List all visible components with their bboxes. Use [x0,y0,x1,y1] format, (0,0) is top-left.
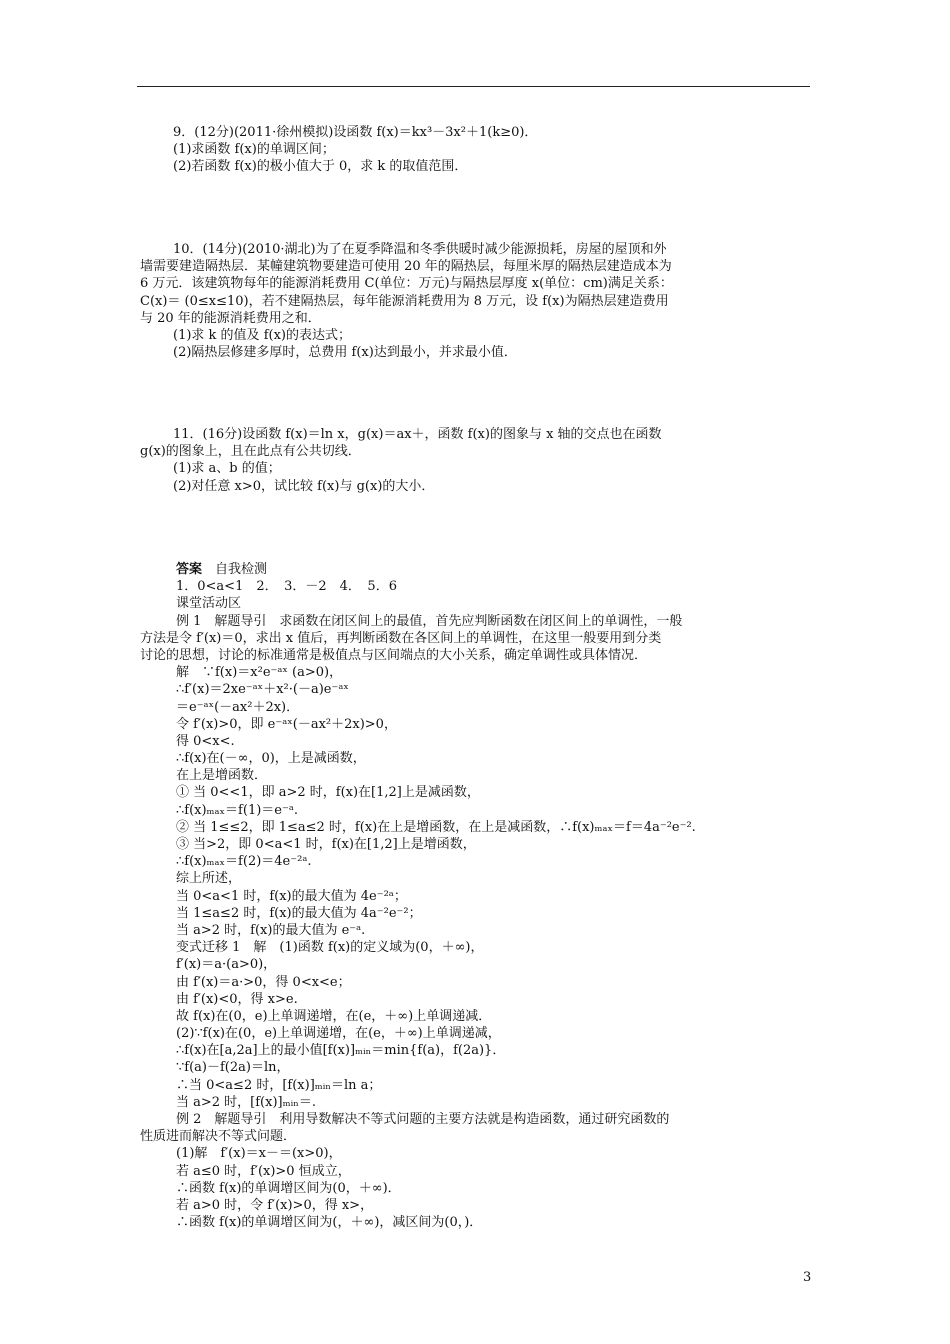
answer-line: ＝e⁻ᵃˣ(－ax²＋2x)． [176,699,300,715]
q9-line: (2)若函数 f(x)的极小值大于 0，求 k 的取值范围． [173,159,468,175]
answer-line: 当 a>2 时，f(x)的最大值为 e⁻ᵃ. [176,922,366,938]
q10-line: 墙需要建造隔热层．某幢建筑物要建造可使用 20 年的隔热层，每厘米厚的隔热层建造成本为 [140,259,672,275]
answer-line: 得 0<x<. [176,733,235,749]
q10-line: C(x)＝ (0≤x≤10)，若不建隔热层，每年能源消耗费用为 8 万元，设 f(x)为隔热层建造费用 [140,293,669,309]
answer-line: ∴函数 f(x)的单调增区间为(0，＋∞)． [176,1180,401,1196]
answers-section [140,561,812,1231]
q10-line: (1)求 k 的值及 f(x)的表达式； [173,327,351,343]
answers-heading-bold: 答案 [176,562,203,577]
answer-line: 解 ∵f(x)＝x²e⁻ᵃˣ (a>0)， [176,665,343,681]
q9-line: 9．(12分)(2011·徐州模拟)设函数 f(x)＝kx³－3x²＋1(k≥0)． [173,125,538,140]
q10-line: 6 万元．该建筑物每年的能源消耗费用 C(单位：万元)与隔热层厚度 x(单位：cm)满足关系： [140,276,673,292]
q11-line: (2)对任意 x>0，试比较 f(x)与 g(x)的大小． [173,478,435,494]
answers-heading-rest: 自我检测 [202,562,268,577]
answer-line: ② 当 1≤≤2，即 1≤a≤2 时，f(x)在上是增函数，在上是减函数，∴f(x)ₘₐₓ＝f＝4a⁻²e⁻². [176,819,696,835]
q10-line: 10．(14分)(2010·湖北)为了在夏季降温和冬季供暖时减少能源损耗，房屋的屋顶和外 [173,242,667,257]
q9-line: (1)求函数 f(x)的单调区间； [173,142,335,158]
q10-line: (2)隔热层修建多厚时，总费用 f(x)达到最小，并求最小值． [173,345,517,361]
answer-line: ∵f(a)－f(2a)＝ln， [176,1060,290,1076]
page-number: 3 [803,1270,812,1285]
answer-line: ∴f(x)ₘₐₓ＝f(2)＝4e⁻²ᵃ. [176,854,312,870]
q11-line: (1)求 a、b 的值； [173,461,281,477]
answers-heading [140,561,812,578]
answer-line: ∴f′(x)＝2xe⁻ᵃˣ＋x²·(－a)e⁻ᵃˣ [176,682,349,698]
question-9 [140,124,812,176]
answer-line: 变式迁移 1 解 (1)函数 f(x)的定义域为(0，＋∞)， [176,940,484,956]
answer-line: ∴函数 f(x)的单调增区间为(，＋∞)，减区间为(0，)． [176,1215,483,1231]
answer-line: (1)解 f′(x)＝x－＝(x>0)， [176,1146,342,1162]
question-11 [140,426,812,495]
answer-line: 当 0<a<1 时，f(x)的最大值为 4e⁻²ᵃ； [176,888,407,904]
q10-line: 与 20 年的能源消耗费用之和． [140,310,321,326]
answer-line: 方法是令 f′(x)＝0，求出 x 值后，再判断函数在各区间上的单调性，在这里一般要用到分类 [140,630,662,646]
question-10 [140,241,812,361]
answer-line: ∴当 0<a≤2 时，[f(x)]ₘᵢₙ＝ln a； [176,1077,382,1093]
answer-line: 在上是增函数． [176,768,268,784]
answer-line: 例 2 解题导引 利用导数解决不等式问题的主要方法就是构造函数，通过研究函数的 [176,1112,670,1127]
answer-line: 当 1≤a≤2 时，f(x)的最大值为 4a⁻²e⁻²； [176,905,422,921]
answer-line: ③ 当>2，即 0<a<1 时，f(x)在[1,2]上是增函数， [176,837,476,852]
answer-line: (2)∵f(x)在(0，e)上单调递增，在(e，＋∞)上单调递减， [176,1026,501,1042]
answer-line: 综上所述， [176,871,242,887]
answer-line: f′(x)＝a·(a>0)， [176,957,277,973]
header-rule [137,86,810,87]
answer-line: ∴f(x)在(－∞，0)，上是减函数， [176,751,366,767]
answer-line: 由 f′(x)＝a·>0，得 0<x<e； [176,974,351,990]
answer-line: 由 f′(x)<0，得 x>e. [176,991,298,1007]
answer-line: 讨论的思想，讨论的标准通常是极值点与区间端点的大小关系，确定单调性或具体情况． [140,647,648,663]
answer-line: 若 a>0 时，令 f′(x)>0，得 x>， [176,1197,374,1213]
answer-line: ∴f(x)ₘₐₓ＝f(1)＝e⁻ᵃ. [176,802,298,818]
answer-line: ① 当 0<<1，即 a>2 时，f(x)在[1,2]上是减函数， [176,785,480,801]
answer-line: ∴f(x)在[a,2a]上的最小值[f(x)]ₘᵢₙ＝min{f(a)，f(2a)}． [176,1043,506,1059]
answer-line: 当 a>2 时，[f(x)]ₘᵢₙ＝. [176,1094,316,1110]
answer-line: 性质进而解决不等式问题． [140,1129,297,1145]
answer-line: 故 f(x)在(0，e)上单调递增，在(e，＋∞)上单调递减． [176,1008,492,1024]
answer-line: 课堂活动区 [176,596,242,612]
q11-line: 11．(16分)设函数 f(x)＝ln x，g(x)＝ax＋，函数 f(x)的图象与 x 轴的交点也在函数 [173,427,662,442]
answer-line: 若 a≤0 时，f′(x)>0 恒成立， [176,1163,351,1179]
answer-line: 例 1 解题导引 求函数在闭区间上的最值，首先应判断函数在闭区间上的单调性，一般 [176,613,683,629]
answer-line: 1．0<a<1 2． 3．－2 4． 5．6 [176,579,397,595]
q11-line: g(x)的图象上，且在此点有公共切线． [140,444,361,460]
answer-line: 令 f′(x)>0，即 e⁻ᵃˣ(－ax²＋2x)>0， [176,716,397,732]
